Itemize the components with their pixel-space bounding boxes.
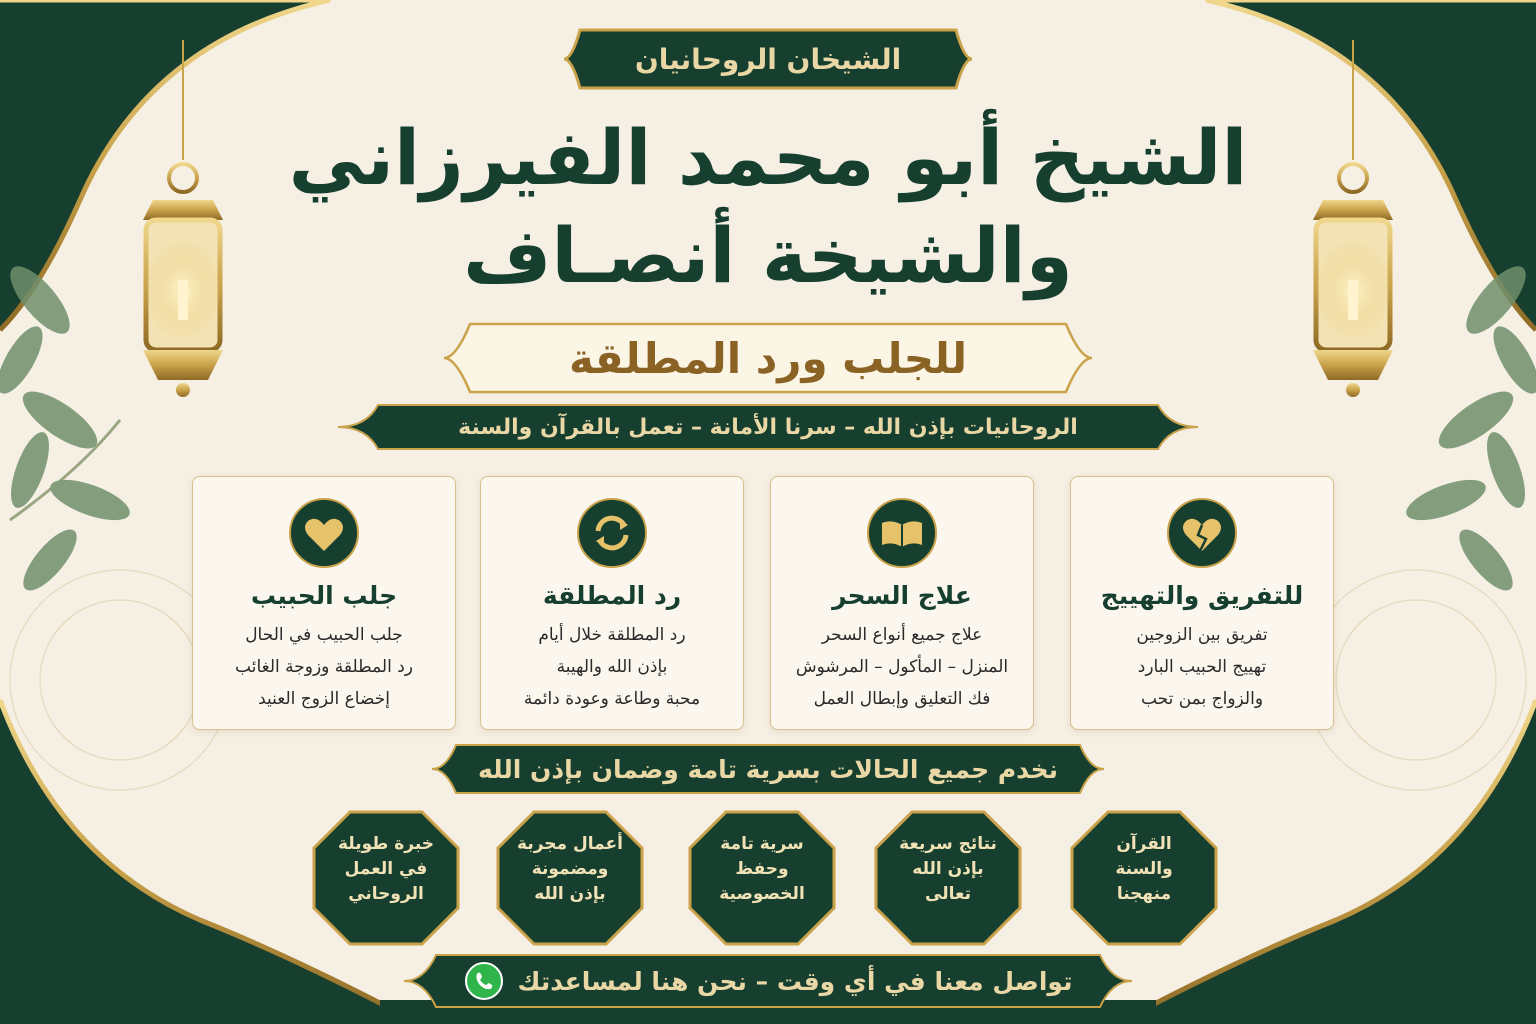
feature-line: ومضمونة bbox=[531, 859, 609, 879]
slogan-banner bbox=[334, 402, 1202, 452]
service-line: المنزل – المأكول – المرشوش bbox=[795, 657, 1009, 677]
service-line: جلب الحبيب في الحال bbox=[245, 625, 403, 645]
service-line: والزواج بمن تحب bbox=[1140, 689, 1264, 709]
feature-line: بإذن الله bbox=[912, 859, 984, 879]
feature-line: وحفظ bbox=[735, 859, 789, 879]
top-tag bbox=[560, 26, 976, 92]
service-card bbox=[770, 476, 1034, 730]
service-title: جلب الحبيب bbox=[250, 581, 398, 610]
feature-line: تعالى bbox=[925, 884, 971, 904]
quran-book-icon bbox=[866, 497, 938, 569]
contact-text: تواصل معنا في أي وقت – نحن هنا لمساعدتك bbox=[517, 966, 1073, 996]
whatsapp-icon[interactable] bbox=[464, 961, 504, 1001]
feature-badge bbox=[1068, 808, 1220, 948]
service-line: فك التعليق وإبطال العمل bbox=[813, 689, 991, 709]
feature-line: أعمال مجربة bbox=[517, 834, 623, 854]
refresh-icon bbox=[576, 497, 648, 569]
service-line: بإذن الله والهيبة bbox=[556, 657, 668, 677]
feature-line: بإذن الله bbox=[534, 884, 606, 904]
feature-badge bbox=[494, 808, 646, 948]
feature-line: والسنة bbox=[1115, 859, 1173, 879]
feature-line: القرآن bbox=[1116, 834, 1172, 854]
lantern-left-icon bbox=[128, 40, 238, 400]
service-line: علاج جميع أنواع السحر bbox=[821, 625, 983, 645]
service-line: محبة وطاعة وعودة دائمة bbox=[523, 689, 701, 709]
service-title: للتفريق والتهييج bbox=[1100, 581, 1304, 610]
feature-line: سرية تامة bbox=[720, 834, 804, 854]
feature-line: منهجنا bbox=[1116, 884, 1172, 904]
subtitle bbox=[440, 320, 1096, 396]
lantern-right-icon bbox=[1298, 40, 1408, 400]
feature-line: نتائج سريعة bbox=[899, 834, 997, 854]
service-card bbox=[192, 476, 456, 730]
service-card bbox=[1070, 476, 1334, 730]
motto-text: نخدم جميع الحالات بسرية تامة وضمان بإذن الله bbox=[477, 754, 1059, 784]
feature-badge bbox=[872, 808, 1024, 948]
page-title-line1: الشيخ أبو محمد الفيرزاني bbox=[288, 113, 1248, 202]
contact-banner[interactable] bbox=[400, 952, 1136, 1010]
feature-badge bbox=[686, 808, 838, 948]
feature-line: خبرة طويلة bbox=[337, 834, 435, 854]
service-line: تهييج الحبيب البارد bbox=[1137, 657, 1267, 677]
top-tag-label: الشيخان الروحانيان bbox=[634, 42, 902, 76]
service-line: رد المطلقة خلال أيام bbox=[538, 625, 686, 645]
feature-line: الروحاني bbox=[348, 884, 424, 904]
broken-heart-icon bbox=[1166, 497, 1238, 569]
service-line: رد المطلقة وزوجة الغائب bbox=[235, 657, 413, 677]
subtitle-text: للجلب ورد المطلقة bbox=[569, 333, 967, 383]
service-card bbox=[480, 476, 744, 730]
feature-line: في العمل bbox=[344, 859, 428, 879]
heart-icon bbox=[288, 497, 360, 569]
motto-banner bbox=[428, 742, 1108, 796]
page-title-line2: والشيخة أنصـاف bbox=[463, 211, 1073, 300]
service-title: علاج السحر bbox=[832, 581, 972, 610]
service-line: تفريق بين الزوجين bbox=[1136, 625, 1268, 645]
feature-line: الخصوصية bbox=[719, 884, 805, 904]
service-line: إخضاع الزوج العنيد bbox=[258, 689, 390, 709]
service-title: رد المطلقة bbox=[542, 581, 682, 610]
slogan-text: الروحانيات بإذن الله – سرنا الأمانة – تعمل بالقرآن والسنة bbox=[458, 414, 1078, 440]
feature-badge bbox=[310, 808, 462, 948]
